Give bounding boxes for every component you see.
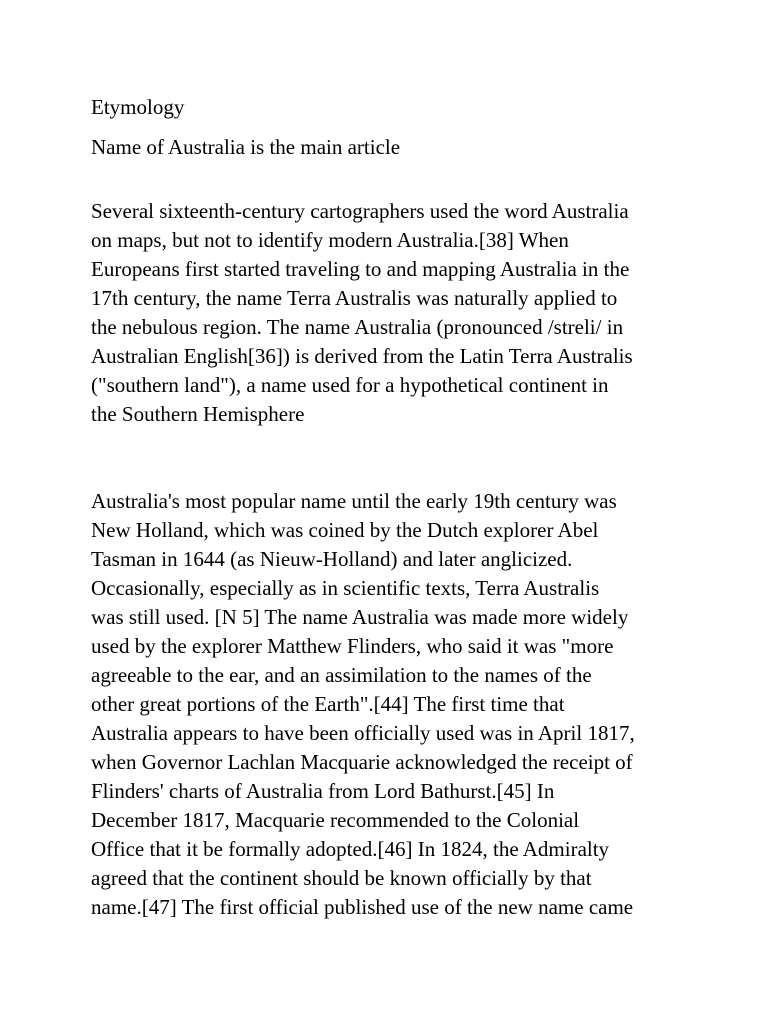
paragraph: Australia's most popular name until the early 19th century was New Holland, which was coined by the Dutch explorer Abel Tasman in 1644 (as Nieuw-Holland) and later anglicized. Occasionally, especially as in scientific texts, Terra Australis was still used. [N 5] The name Australia was made more widely used by the explorer Matthew Flinders, who said it was "more agreeable to the ear, and an assimilation to the names of the other great portions of the Earth".[44] The first time that Australia appears to have been officially used was in April 1817, when Governor Lachlan Macquarie acknowledged the receipt of Flinders' charts of Australia from Lord Bathurst.[45] In December 1817, Macquarie recommended to the Colonial Office that it be formally adopted.[46] In 1824, the Admiralty agreed that the continent should be known officially by that name.[47] The first official published use of the new name came: [91, 489, 635, 919]
paragraph: Several sixteenth-century cartographers used the word Australia on maps, but not to identify modern Australia.[38] When Europeans first started traveling to and mapping Australia in the 17th century, the name Terra Australis was naturally applied to the nebulous region. The name Australia (pronounced /streli/ in Australian English[36]) is derived from the Latin Terra Australis ("southern land"), a name used for a hypothetical continent in the Southern Hemisphere: [91, 199, 633, 426]
section-heading: Etymology: [91, 95, 185, 119]
main-article-note: Name of Australia is the main article: [91, 135, 401, 159]
document-body: [91, 93, 691, 922]
